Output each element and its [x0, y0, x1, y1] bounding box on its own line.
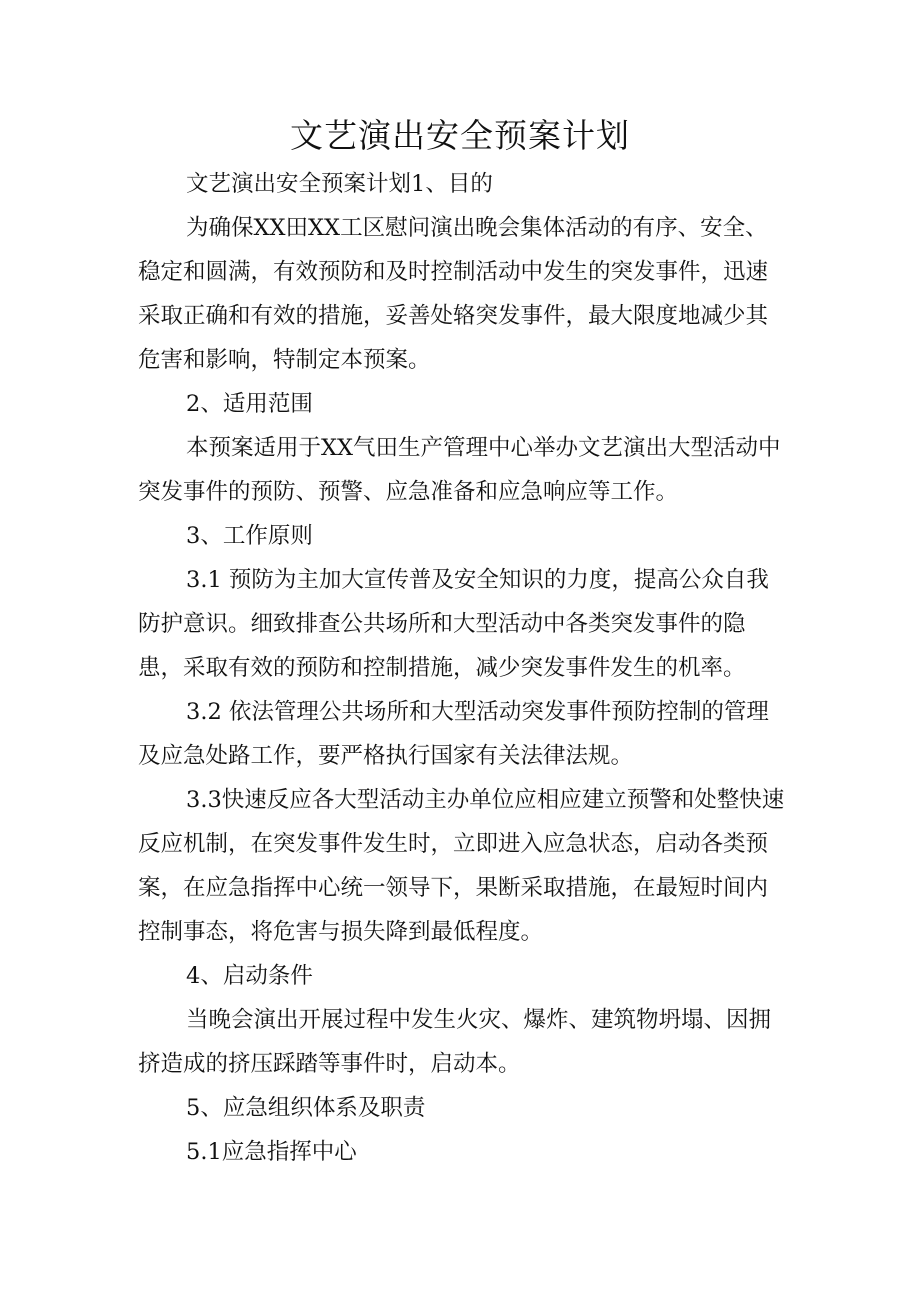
document-title: 文艺演出安全预案计划 — [290, 116, 630, 155]
heading-principles: 3、工作原则 — [186, 523, 313, 549]
heading-command-center: 5.1应急指挥中心 — [186, 1139, 357, 1165]
paragraph-principle-3-2: 3.2 依法管理公共场所和大型活动突发事件预防控制的管理及应急处路工作，要严格执行国家有关法律法规。 — [138, 699, 769, 769]
paragraph-scope: 本预案适用于XX气田生产管理中心举办文艺演出大型活动中突发事件的预防、预警、应急准备和应急响应等工作。 — [138, 435, 781, 505]
paragraph-intro: 文艺演出安全预案计划1、目的 — [186, 171, 493, 197]
heading-scope: 2、适用范围 — [186, 391, 313, 417]
document-body — [138, 162, 790, 1174]
paragraph-start-conditions: 当晚会演出开展过程中发生火灾、爆炸、建筑物坍塌、因拥挤造成的挤压踩踏等事件时，启动本。 — [138, 1007, 772, 1077]
paragraph-principle-3-1: 3.1 预防为主加大宣传普及安全知识的力度，提高公众自我防护意识。细致排查公共场所和大型活动中各类突发事件的隐患，采取有效的预防和控制措施，减少突发事件发生的机率。 — [138, 567, 769, 681]
heading-organization: 5、应急组织体系及职责 — [186, 1095, 426, 1121]
paragraph-principle-3-3: 3.3快速反应各大型活动主办单位应相应建立预警和处整快速反应机制，在突发事件发生时，立即进入应急状态，启动各类预案，在应急指挥中心统一领导下，果断采取措施，在最短时间内控制事态，将危害与损失降到最低程度。 — [138, 787, 785, 945]
paragraph-purpose: 为确保XX田XX工区慰问演出晚会集体活动的有序、安全、稳定和圆满，有效预防和及时控制活动中发生的突发事件，迅速采取正确和有效的措施，妥善处辂突发事件，最大限度地减少其危害和影响，特制定本预案。 — [138, 215, 769, 373]
heading-start-conditions: 4、启动条件 — [186, 963, 313, 989]
